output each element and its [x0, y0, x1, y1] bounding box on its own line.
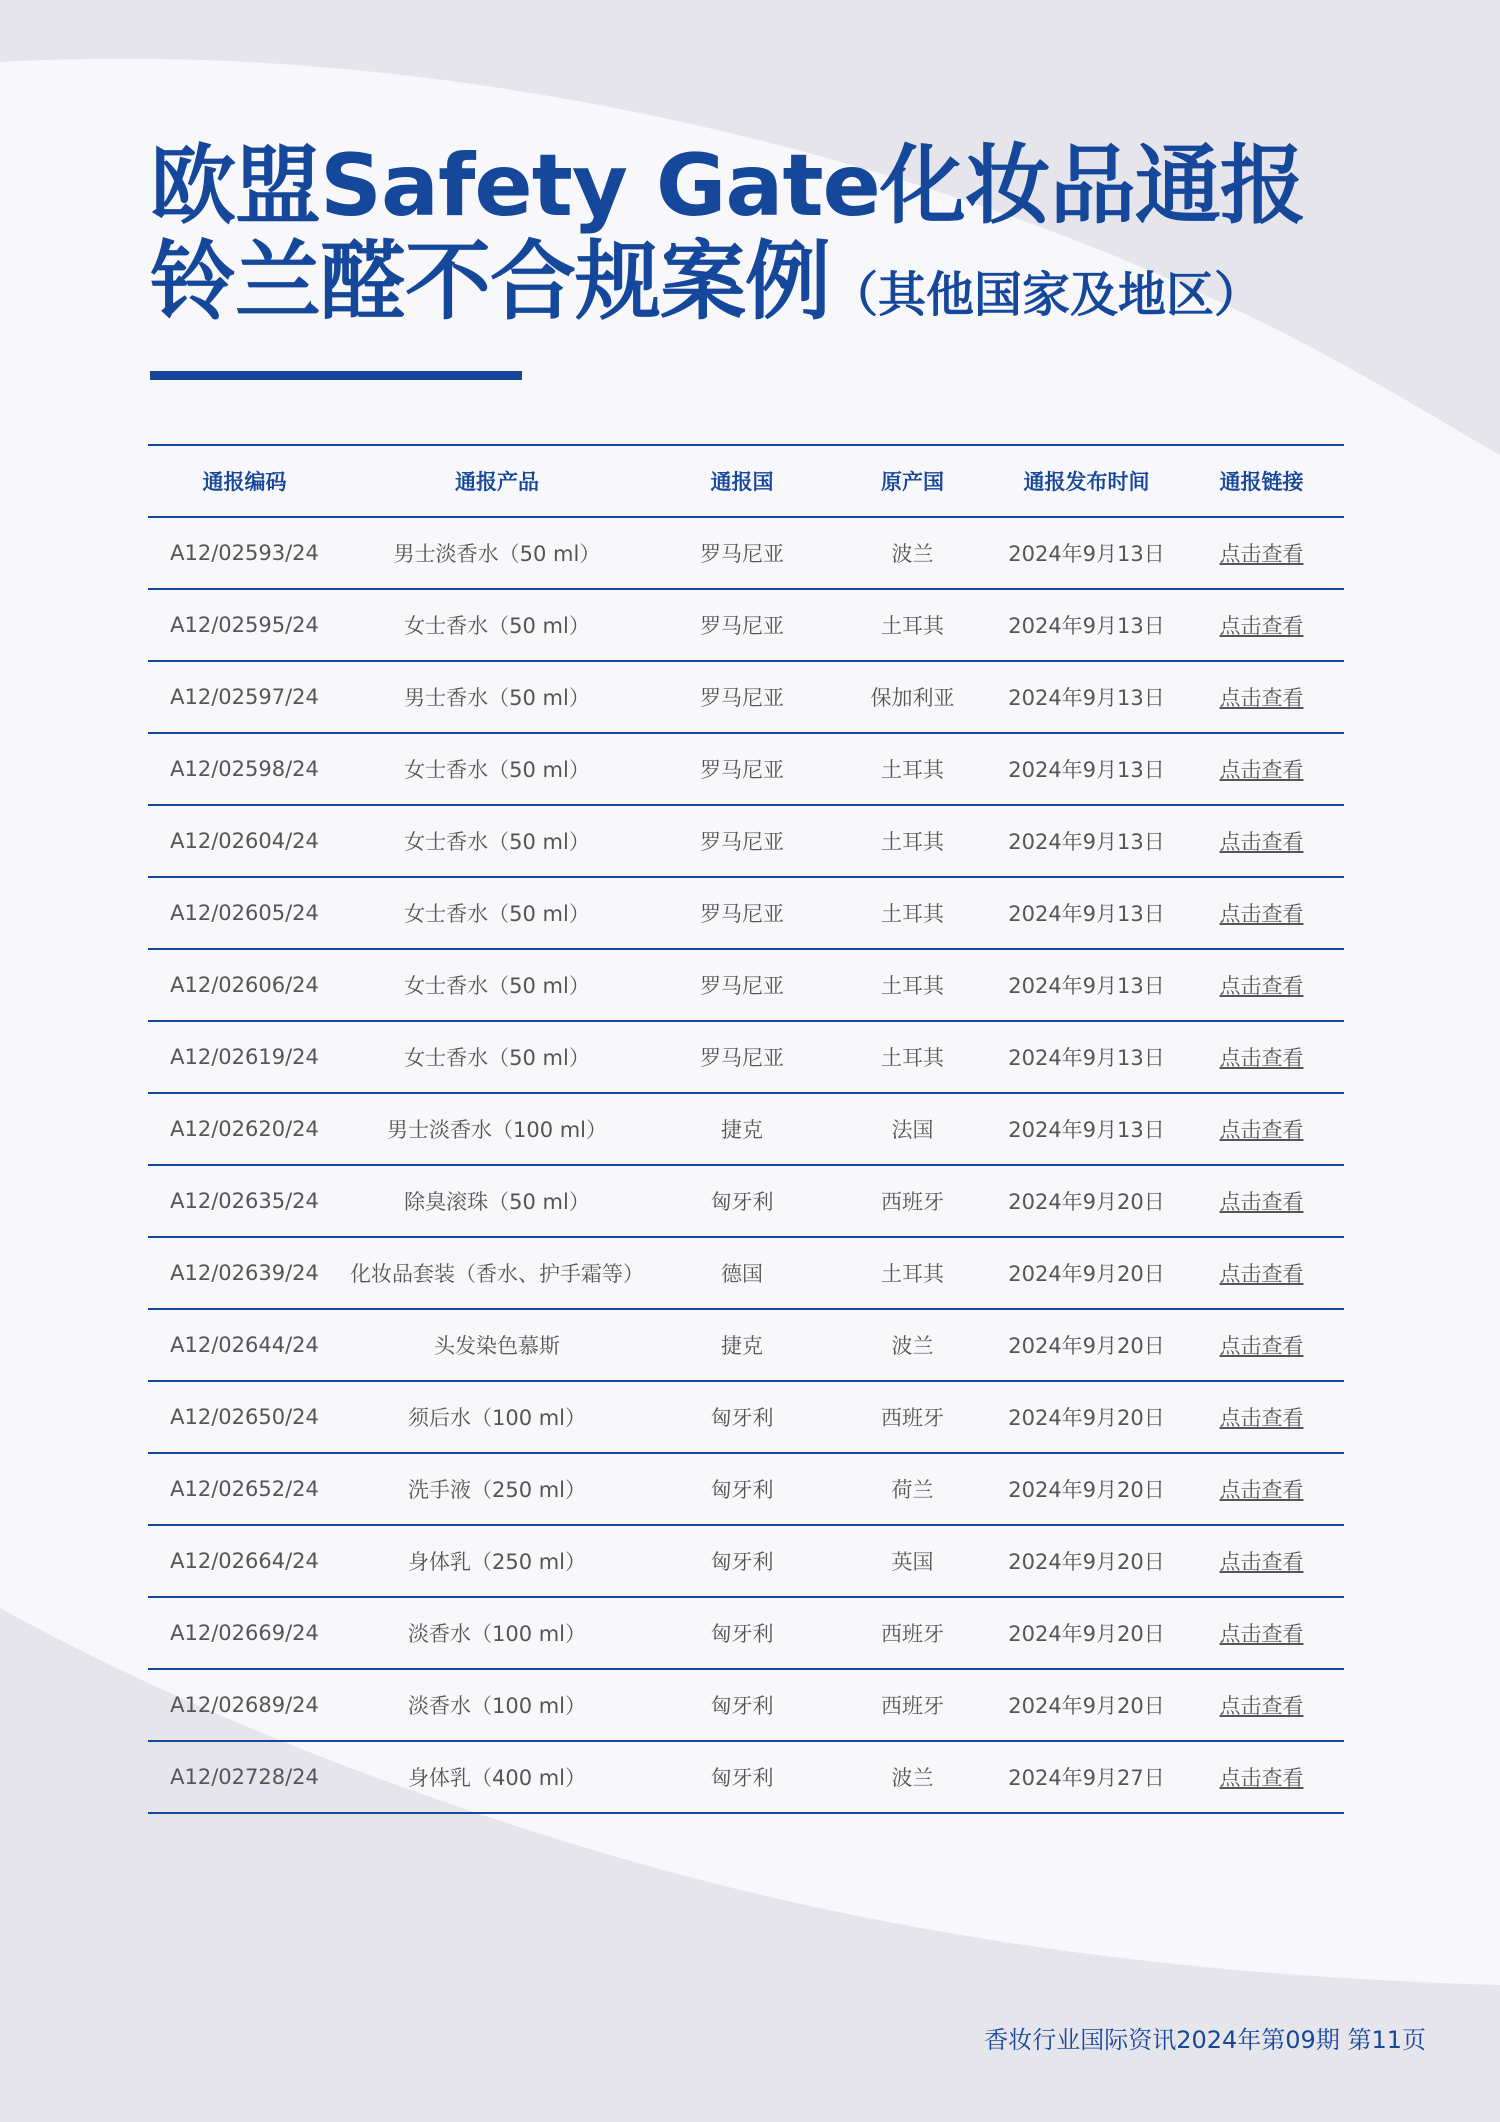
column-header-link: 通报链接 — [1179, 445, 1344, 517]
cell-link — [1179, 1021, 1344, 1093]
cell-notifying-country: 罗马尼亚 — [653, 733, 831, 805]
table-row — [148, 1381, 1344, 1453]
table-row — [148, 1309, 1344, 1381]
cell-code: A12/02620/24 — [148, 1093, 341, 1165]
cell-link — [1179, 1165, 1344, 1237]
cell-notifying-country: 罗马尼亚 — [653, 949, 831, 1021]
cell-product: 女士香水（50 ml） — [341, 805, 653, 877]
cell-notifying-country: 匈牙利 — [653, 1453, 831, 1525]
cell-origin-country: 西班牙 — [831, 1165, 994, 1237]
table-row — [148, 517, 1344, 589]
table-row — [148, 589, 1344, 661]
view-link[interactable]: 点击查看 — [1219, 1478, 1304, 1502]
cell-publish-date: 2024年9月13日 — [994, 661, 1179, 733]
title-line-1: 欧盟Safety Gate化妆品通报 — [150, 136, 1305, 236]
view-link[interactable]: 点击查看 — [1219, 614, 1304, 638]
cell-product: 头发染色慕斯 — [341, 1309, 653, 1381]
table-row — [148, 949, 1344, 1021]
page-title — [150, 138, 1305, 343]
view-link[interactable]: 点击查看 — [1219, 542, 1304, 566]
cell-origin-country: 波兰 — [831, 1741, 994, 1813]
cell-origin-country: 土耳其 — [831, 733, 994, 805]
table-row — [148, 1093, 1344, 1165]
view-link[interactable]: 点击查看 — [1219, 758, 1304, 782]
cell-link — [1179, 1381, 1344, 1453]
view-link[interactable]: 点击查看 — [1219, 1622, 1304, 1646]
cell-product: 身体乳（400 ml） — [341, 1741, 653, 1813]
cell-product: 男士淡香水（100 ml） — [341, 1093, 653, 1165]
cell-code: A12/02606/24 — [148, 949, 341, 1021]
cell-product: 女士香水（50 ml） — [341, 733, 653, 805]
cell-product: 女士香水（50 ml） — [341, 949, 653, 1021]
view-link[interactable]: 点击查看 — [1219, 1694, 1304, 1718]
cell-publish-date: 2024年9月20日 — [994, 1309, 1179, 1381]
table-row — [148, 1525, 1344, 1597]
cell-product: 女士香水（50 ml） — [341, 1021, 653, 1093]
title-line-2 — [150, 234, 1305, 343]
cell-code: A12/02595/24 — [148, 589, 341, 661]
cell-publish-date: 2024年9月13日 — [994, 733, 1179, 805]
cell-publish-date: 2024年9月13日 — [994, 517, 1179, 589]
cell-publish-date: 2024年9月13日 — [994, 589, 1179, 661]
cell-product: 身体乳（250 ml） — [341, 1525, 653, 1597]
view-link[interactable]: 点击查看 — [1219, 974, 1304, 998]
table-header-row — [148, 445, 1344, 517]
cell-code: A12/02689/24 — [148, 1669, 341, 1741]
cell-publish-date: 2024年9月20日 — [994, 1597, 1179, 1669]
cell-code: A12/02597/24 — [148, 661, 341, 733]
cell-publish-date: 2024年9月13日 — [994, 949, 1179, 1021]
title-main: 铃兰醛不合规案例 — [150, 232, 830, 332]
cell-notifying-country: 匈牙利 — [653, 1741, 831, 1813]
cell-publish-date: 2024年9月20日 — [994, 1381, 1179, 1453]
view-link[interactable]: 点击查看 — [1219, 1118, 1304, 1142]
cell-product: 女士香水（50 ml） — [341, 877, 653, 949]
view-link[interactable]: 点击查看 — [1219, 1406, 1304, 1430]
cell-code: A12/02604/24 — [148, 805, 341, 877]
cell-product: 须后水（100 ml） — [341, 1381, 653, 1453]
cell-link — [1179, 949, 1344, 1021]
cell-code: A12/02598/24 — [148, 733, 341, 805]
table-row — [148, 1597, 1344, 1669]
cell-notifying-country: 罗马尼亚 — [653, 661, 831, 733]
view-link[interactable]: 点击查看 — [1219, 1334, 1304, 1358]
view-link[interactable]: 点击查看 — [1219, 686, 1304, 710]
title-underline — [150, 371, 522, 380]
table-row — [148, 877, 1344, 949]
cell-notifying-country: 匈牙利 — [653, 1525, 831, 1597]
cell-link — [1179, 805, 1344, 877]
column-header-product: 通报产品 — [341, 445, 653, 517]
view-link[interactable]: 点击查看 — [1219, 1190, 1304, 1214]
table-row — [148, 1237, 1344, 1309]
cell-product: 男士淡香水（50 ml） — [341, 517, 653, 589]
cell-notifying-country: 罗马尼亚 — [653, 517, 831, 589]
cell-code: A12/02644/24 — [148, 1309, 341, 1381]
cell-notifying-country: 匈牙利 — [653, 1165, 831, 1237]
cell-origin-country: 土耳其 — [831, 877, 994, 949]
cell-origin-country: 波兰 — [831, 1309, 994, 1381]
cell-publish-date: 2024年9月27日 — [994, 1741, 1179, 1813]
cell-link — [1179, 1669, 1344, 1741]
cell-notifying-country: 匈牙利 — [653, 1597, 831, 1669]
cell-notifying-country: 罗马尼亚 — [653, 589, 831, 661]
cell-publish-date: 2024年9月13日 — [994, 1093, 1179, 1165]
table-row — [148, 1453, 1344, 1525]
column-header-notifying-country: 通报国 — [653, 445, 831, 517]
column-header-publish-date: 通报发布时间 — [994, 445, 1179, 517]
cell-notifying-country: 德国 — [653, 1237, 831, 1309]
cell-origin-country: 土耳其 — [831, 589, 994, 661]
cell-product: 淡香水（100 ml） — [341, 1597, 653, 1669]
cell-publish-date: 2024年9月20日 — [994, 1525, 1179, 1597]
cell-link — [1179, 733, 1344, 805]
cell-product: 淡香水（100 ml） — [341, 1669, 653, 1741]
cell-link — [1179, 1741, 1344, 1813]
page-footer: 香妆行业国际资讯2024年第09期 第11页 — [984, 2026, 1426, 2054]
cell-origin-country: 西班牙 — [831, 1597, 994, 1669]
cell-publish-date: 2024年9月20日 — [994, 1237, 1179, 1309]
cell-notifying-country: 捷克 — [653, 1093, 831, 1165]
cell-origin-country: 波兰 — [831, 517, 994, 589]
cell-origin-country: 荷兰 — [831, 1453, 994, 1525]
cell-product: 洗手液（250 ml） — [341, 1453, 653, 1525]
cell-publish-date: 2024年9月20日 — [994, 1453, 1179, 1525]
cell-origin-country: 土耳其 — [831, 1237, 994, 1309]
cell-notifying-country: 罗马尼亚 — [653, 1021, 831, 1093]
cell-origin-country: 土耳其 — [831, 805, 994, 877]
cell-publish-date: 2024年9月20日 — [994, 1669, 1179, 1741]
cell-link — [1179, 661, 1344, 733]
column-header-code: 通报编码 — [148, 445, 341, 517]
cell-origin-country: 西班牙 — [831, 1381, 994, 1453]
cell-code: A12/02664/24 — [148, 1525, 341, 1597]
table-row — [148, 733, 1344, 805]
cell-code: A12/02593/24 — [148, 517, 341, 589]
cell-notifying-country: 匈牙利 — [653, 1381, 831, 1453]
cell-code: A12/02605/24 — [148, 877, 341, 949]
cell-link — [1179, 1093, 1344, 1165]
cell-notifying-country: 捷克 — [653, 1309, 831, 1381]
cell-link — [1179, 1453, 1344, 1525]
cell-publish-date: 2024年9月13日 — [994, 805, 1179, 877]
view-link[interactable]: 点击查看 — [1219, 1550, 1304, 1574]
cell-link — [1179, 517, 1344, 589]
cell-product: 女士香水（50 ml） — [341, 589, 653, 661]
cell-publish-date: 2024年9月20日 — [994, 1165, 1179, 1237]
cell-origin-country: 土耳其 — [831, 1021, 994, 1093]
cell-origin-country: 土耳其 — [831, 949, 994, 1021]
table-row — [148, 1165, 1344, 1237]
column-header-origin-country: 原产国 — [831, 445, 994, 517]
table-row — [148, 1741, 1344, 1813]
view-link[interactable]: 点击查看 — [1219, 1766, 1304, 1790]
cell-product: 化妆品套装（香水、护手霜等） — [341, 1237, 653, 1309]
table-row — [148, 1669, 1344, 1741]
table-row — [148, 805, 1344, 877]
cell-code: A12/02669/24 — [148, 1597, 341, 1669]
cell-origin-country: 法国 — [831, 1093, 994, 1165]
cell-code: A12/02619/24 — [148, 1021, 341, 1093]
cell-origin-country: 英国 — [831, 1525, 994, 1597]
cell-notifying-country: 罗马尼亚 — [653, 877, 831, 949]
view-link[interactable]: 点击查看 — [1219, 1262, 1304, 1286]
table-row — [148, 1021, 1344, 1093]
cell-link — [1179, 1597, 1344, 1669]
cell-link — [1179, 1525, 1344, 1597]
cases-table — [148, 444, 1344, 1814]
cell-notifying-country: 匈牙利 — [653, 1669, 831, 1741]
cell-product: 男士香水（50 ml） — [341, 661, 653, 733]
cell-link — [1179, 877, 1344, 949]
cell-link — [1179, 1237, 1344, 1309]
cell-code: A12/02728/24 — [148, 1741, 341, 1813]
cell-link — [1179, 589, 1344, 661]
cell-origin-country: 西班牙 — [831, 1669, 994, 1741]
cell-code: A12/02652/24 — [148, 1453, 341, 1525]
table-row — [148, 661, 1344, 733]
cell-product: 除臭滚珠（50 ml） — [341, 1165, 653, 1237]
cell-link — [1179, 1309, 1344, 1381]
view-link[interactable]: 点击查看 — [1219, 902, 1304, 926]
view-link[interactable]: 点击查看 — [1219, 1046, 1304, 1070]
cell-publish-date: 2024年9月13日 — [994, 877, 1179, 949]
view-link[interactable]: 点击查看 — [1219, 830, 1304, 854]
cell-origin-country: 保加利亚 — [831, 661, 994, 733]
cell-code: A12/02639/24 — [148, 1237, 341, 1309]
cell-code: A12/02650/24 — [148, 1381, 341, 1453]
cell-code: A12/02635/24 — [148, 1165, 341, 1237]
cell-notifying-country: 罗马尼亚 — [653, 805, 831, 877]
cell-publish-date: 2024年9月13日 — [994, 1021, 1179, 1093]
title-suffix: （其他国家及地区） — [830, 267, 1263, 323]
